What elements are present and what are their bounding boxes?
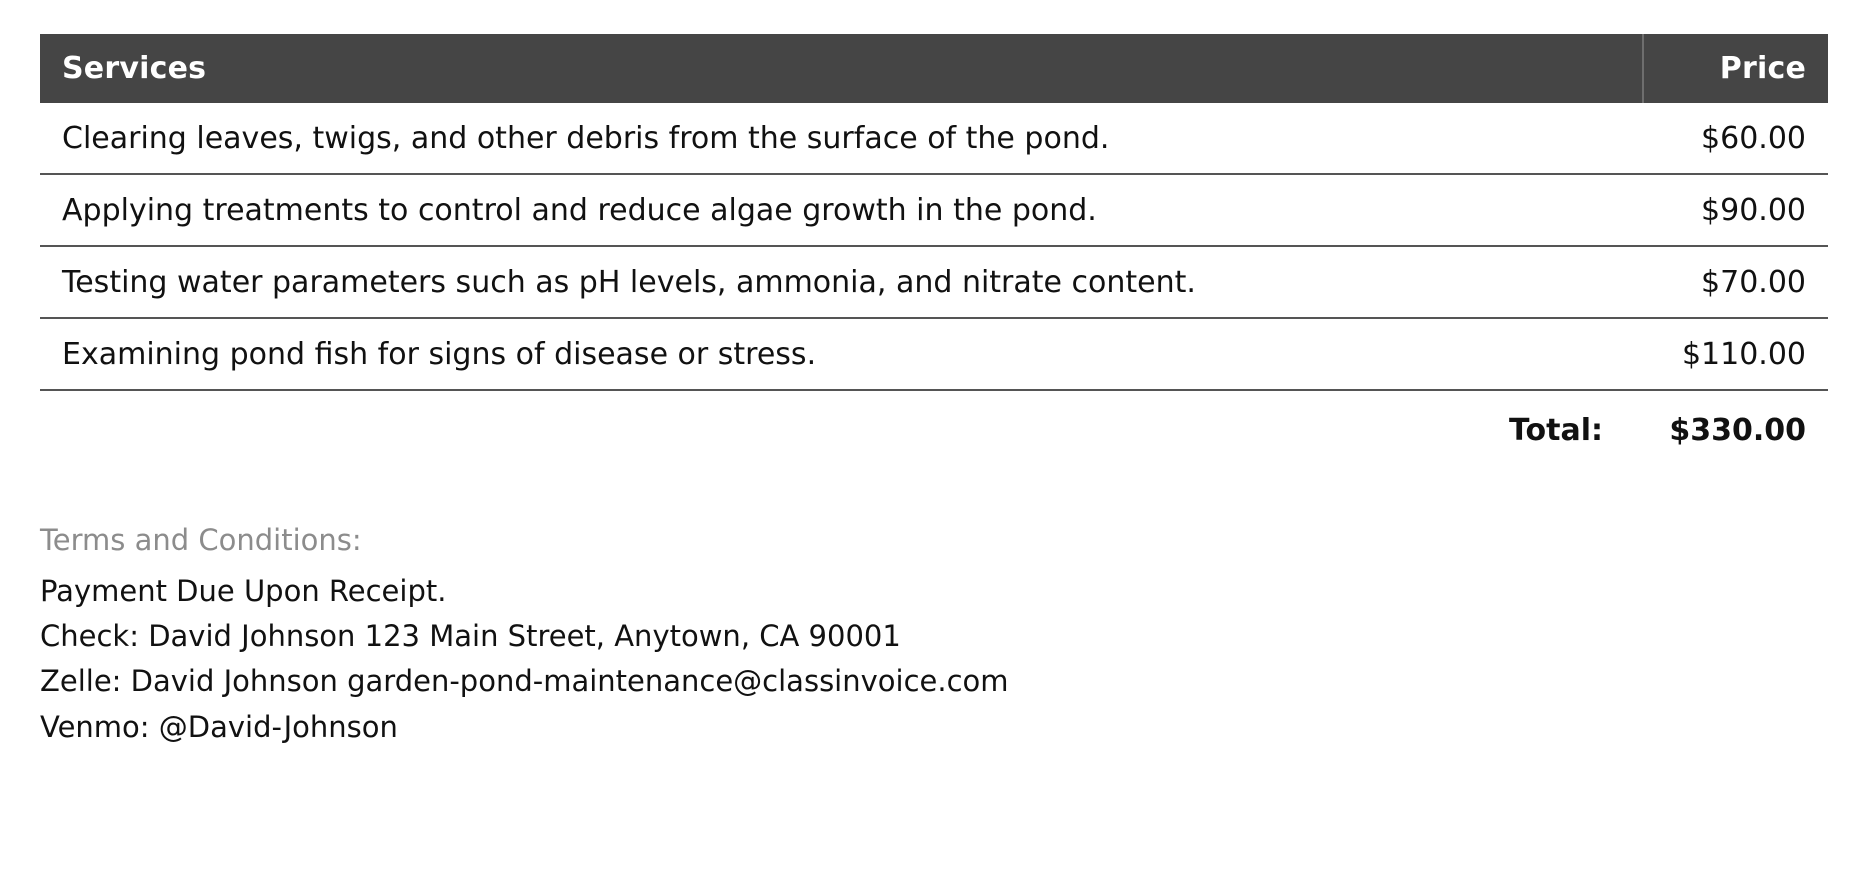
service-description: Examining pond fish for signs of disease or stress. — [40, 318, 1643, 390]
table-total-row — [40, 390, 1828, 465]
service-description: Applying treatments to control and reduce algae growth in the pond. — [40, 174, 1643, 246]
terms-line-venmo: Venmo: @David-Johnson — [40, 709, 398, 744]
table-row — [40, 103, 1828, 174]
column-header-services: Services — [40, 34, 1643, 103]
terms-and-conditions — [40, 523, 1828, 750]
table-row — [40, 174, 1828, 246]
total-value: $330.00 — [1669, 413, 1806, 448]
terms-line-check: Check: David Johnson 123 Main Street, Anytown, CA 90001 — [40, 619, 901, 654]
terms-title: Terms and Conditions: — [40, 523, 362, 557]
service-description: Testing water parameters such as pH levels, ammonia, and nitrate content. — [40, 246, 1643, 318]
table-row — [40, 246, 1828, 318]
table-row — [40, 318, 1828, 390]
service-price: $70.00 — [1643, 246, 1828, 318]
terms-line-payment: Payment Due Upon Receipt. — [40, 574, 447, 608]
column-header-price: Price — [1643, 34, 1828, 103]
service-price: $60.00 — [1643, 103, 1828, 174]
service-price: $110.00 — [1643, 318, 1828, 390]
services-price-table — [40, 34, 1828, 465]
service-description: Clearing leaves, twigs, and other debris from the surface of the pond. — [40, 103, 1643, 174]
total-label: Total: — [1509, 413, 1603, 448]
terms-line-zelle: Zelle: David Johnson garden-pond-maintenance@classinvoice.com — [40, 664, 1009, 699]
table-body — [40, 103, 1828, 465]
table-header-row — [40, 34, 1828, 103]
table-header — [40, 34, 1828, 103]
service-price: $90.00 — [1643, 174, 1828, 246]
